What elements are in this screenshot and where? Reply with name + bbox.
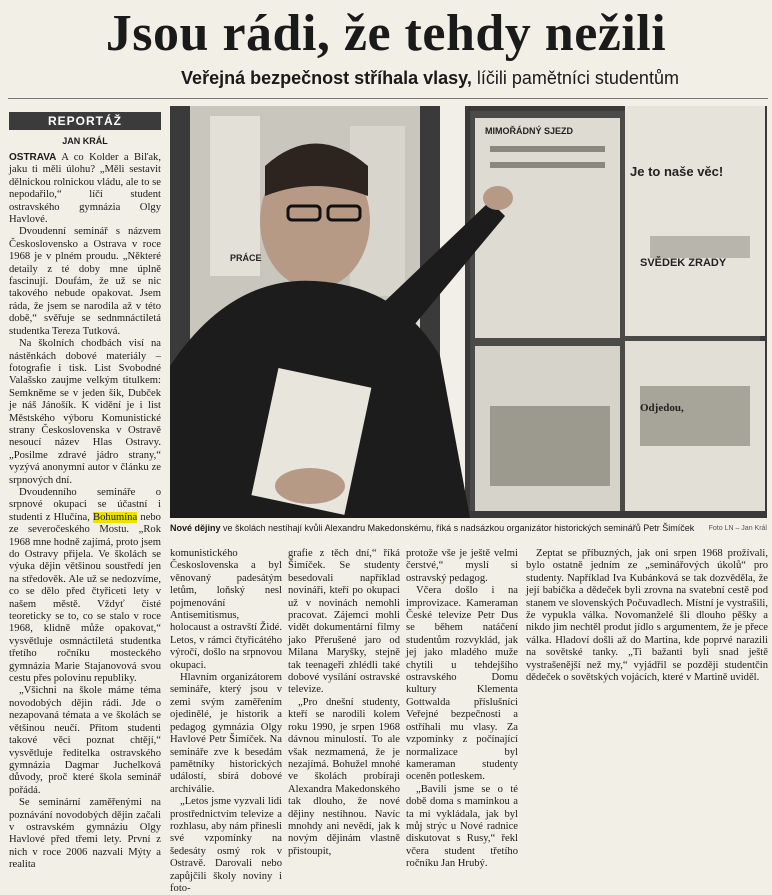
paragraph: protože vše je ještě velmi čerstvé,“ myslí si ostravský pedagog. — [406, 548, 518, 584]
paragraph: Hlavním organizátorem semináře, který jsou v zemi svým zaměřením ojedinělé, je historik a pedagog gymnázia Olgy Havlové Petr Šimíček. Na semináře zve k besedám pamětníky historických událostí, sbírá dobové archiválie. — [170, 672, 282, 795]
paragraph: Dvoudenní seminář s názvem Československo a Ostrava v roce 1968 je v plném proudu. „Některé detaily z té doby mne úplně fascinují. Doufám, že už se nic takového nebude opakovat. Jsem ráda, že jsem se narodila až v této době,“ svěřuje se sednmnáctiletá studentka Tereza Tutková. — [9, 226, 161, 337]
article-column-5 — [526, 548, 768, 748]
newspaper-title: MIMOŘÁDNÝ SJEZD — [485, 126, 574, 136]
divider — [8, 98, 768, 99]
paragraph: „Letos jsme vyzvali lidi prostřednictvím televize a rozhlasu, aby nám přinesli své vzpomínky na šedesáty osmý rok v Ostravě. Darovali nebo zapůjčili školy noviny i foto- — [170, 796, 282, 894]
subheadline — [150, 68, 710, 89]
newspaper-headline-3: Odjedou, — [640, 402, 684, 414]
caption-bold: Nové dějiny — [170, 523, 221, 533]
text: Dvoudenního semináře o srpnové okupaci se účastní i studenti z Hlučína, — [9, 486, 161, 523]
article-column-4 — [406, 548, 518, 870]
paragraph: grafie z těch dní,“ říká Šimíček. Se studenty besedovali například novináři, kteří po okupaci už v novinách nemohli pracovat. Zájemci mohli vidět dokumentární filmy jako Přerušené jaro od Milana Maryšky, stejně tak teenageři zhlédli také dobové vysílání ostravské televize. — [288, 548, 400, 696]
article-column-3 — [288, 548, 400, 857]
article-column-2 — [170, 548, 282, 894]
paragraph: „Všichni na škole máme téma novodobých dějin rádi. Jde o nezapovaná témata a ve školách se většinou neučí. Přitom studenti takové věci poznat chtějí,“ vysvětluje ředitelka ostravského gymnázia Dagmar Juchelková důvody, proč které škola seminář pořádá. — [9, 685, 161, 796]
author-byline: JAN KRÁL — [62, 136, 108, 146]
newspaper-headline-2: SVĚDEK ZRADY — [640, 257, 727, 269]
section-label: REPORTÁŽ — [9, 112, 161, 130]
paragraph — [9, 487, 161, 686]
text: A co Kolder a Biľak, jaku ti měli úlohu? „Měli sestavit dělnickou rolnickou vládu, ale to se nepodařilo,“ líčí student ostravského gymnázia Olgy Havlové. — [9, 152, 161, 226]
paragraph: Na školních chodbách visí na nástěnkách dobové materiály – fotografie i tisk. List Svobodné Valašsko zaujme velkým titulkem: Semkněme se v jeden šik, Dubček je náš Jánošík. K vidění je i list Městského výboru Komunistické strany Československa v Ostravě nesoucí název Hlas Ostravy. „Posilme zdravé jádro strany,“ vyzývá anonymní autor v článku ze srpnových dní. — [9, 338, 161, 486]
paragraph — [9, 152, 161, 226]
headline: Jsou rádi, že tehdy nežili — [105, 5, 667, 62]
caption-text: ve školách nestíhají kvůli Alexandru Makedonskému, říká s nadsázkou organizátor historických seminářů Petr Šimíček — [220, 523, 695, 533]
dateline: OSTRAVA — [9, 152, 57, 163]
paragraph: „Bavili jsme se o té době doma s maminkou a ta mi vykládala, jak byl můj strýc u Nové radnice diskutovat s Rusy,“ řekl včera student třetího ročníku Jan Hrubý. — [406, 783, 518, 870]
photo-credit: Foto LN – Jan Král — [708, 525, 767, 532]
newspaper-headline: Je to naše věc! — [630, 164, 724, 179]
paragraph: „Pro dnešní studenty, kteří se narodili kolem roku 1990, je srpen 1968 dávnou minulostí. To ale však nezmamená, že je nezajímá. Bohužel mnohé ve školách probíraji Alexandra Makedonského tak dlouho, že nové dějiny nestihnou. Navíc mnohdy ani nevědí, jak k novým dějinám vlastně přistoupit, — [288, 696, 400, 857]
article-photo — [170, 106, 767, 518]
text: nebo ze severočeského Mostu. „Rok 1968 mne hodně zajímá, proto jsem do Ostravy přijela. Ve školách se výuka dějin většinou soustředí jen na středověk. Ale už se nedozvíme, co se dělo před čtyřiceti lety v našem městě. Vždyť čisté teoreticky se to, co se stalo v roce 1968, klidně může opakovat,“ vysvětluje osmnáctiletá studentka třetího ročníku mosteckého gymnázia Marie Stajanovová svou cestu přes polovinu republiky. — [9, 511, 161, 685]
photo-illustration — [170, 106, 767, 518]
subhead-bold: Veřejná bezpečnost stříhala vlasy, — [181, 68, 472, 88]
photo-caption — [170, 523, 767, 534]
paragraph: Včera došlo i na improvizace. Kameraman České televize Petr Dus se během natáčení studentům rozvyklád, jak jej jako mladého muže chytili u tehdejšího ostravského Domu kultury Klementa Gottwalda příslušníci Veřejné bezpečnosti a ostříhali mu vlasy. Za vzpomínky z počínající normalizace byl kameraman studenty oceněn potleskem. — [406, 585, 518, 783]
newspaper-headline-4: PRÁCE — [230, 253, 262, 263]
highlighted-word: Bohumína — [93, 511, 138, 523]
paragraph: komunistického Československa a byl věnovaný padesátým letům, loňský nesl pojmenování Antisemitismus, holocaust a ostravští Židé. Letos, v rámci čtyřicátého výročí, došlo na srpnovou okupaci. — [170, 548, 282, 671]
paragraph: Zeptat se příbuzných, jak oni srpen 1968 prožívali, bylo ostatně jedním ze „seminářových úkolů“ pro studenty. Například Iva Kubánková se tak dozvěděla, že její babička a dědeček byli zrovna na svatební cestě pod stanem ve slovenských Počuvadlech. Místní je vystrašili, že vypukla válka. Novomanželé šli dlouho pěšky a nikdo jim nechtěl produt jídlo s argumentem, že je přece válka. Hladoví došli až do Martina, kde poprvé narazili na sovětské tanky. „Ti bažanti byli snad ještě vystrašenější než my,“ vyjádřil se později studentčin dědeček o sovětských vojácích, které v Martině uviděl. — [526, 548, 768, 684]
paragraph: Se seminární zaměřenými na poznávání novodobých dějin začali v ostravském gymnáziu Olgy Havlové před třemi lety. První z nich v roce 2006 nazvali Mýty a realita — [9, 797, 161, 871]
subhead-rest: líčili pamětníci studentům — [471, 68, 679, 88]
article-column-1 — [9, 152, 161, 871]
